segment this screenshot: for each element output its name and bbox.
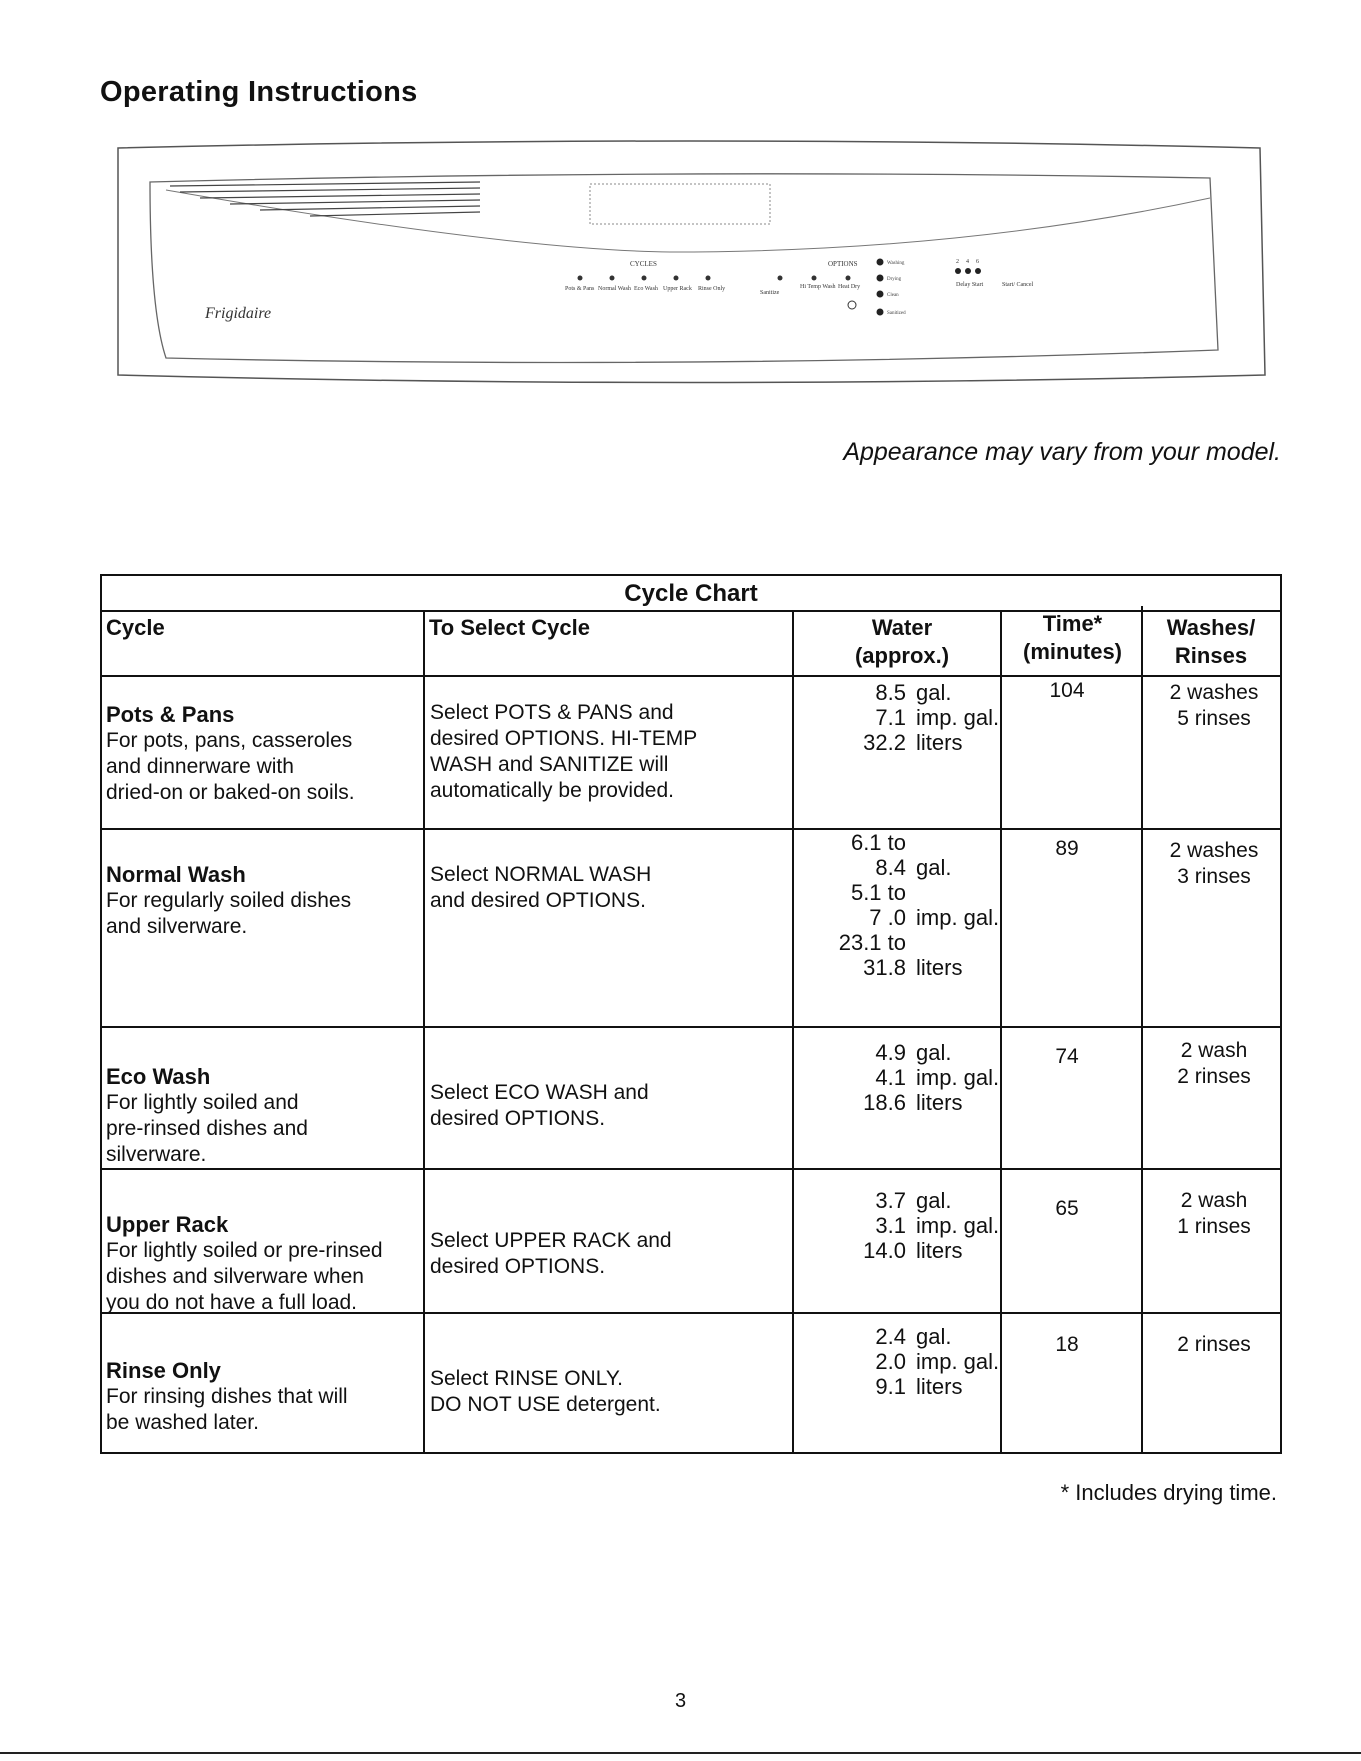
cycle-description: For rinsing dishes that will be washed later.: [106, 1385, 348, 1434]
cycle-cell: [106, 1038, 420, 1168]
water-value: 23.1 to: [838, 930, 906, 955]
select-instructions: Select UPPER RACK and desired OPTIONS.: [430, 1229, 672, 1278]
cycle-button-pots-pans[interactable]: [578, 276, 583, 281]
cycle-button-label: Eco Wash: [634, 286, 658, 292]
status-light-sanitized: [877, 309, 884, 316]
header-cycle: Cycle: [106, 615, 165, 640]
brand-logo: Frigidaire: [205, 305, 272, 322]
time-value: 18: [1055, 1333, 1079, 1356]
cycle-button-label: Pots & Pans: [565, 286, 595, 292]
cycle-description: For regularly soiled dishes and silverware.: [106, 889, 352, 938]
option-button-sanitize[interactable]: [778, 276, 783, 281]
water-unit: liters: [916, 1238, 963, 1263]
cycle-button-normal-wash[interactable]: [610, 276, 615, 281]
header-time: Time* (minutes): [1023, 611, 1122, 664]
water-unit: gal.: [916, 1040, 952, 1065]
appearance-caption: Appearance may vary from your model.: [843, 438, 1281, 466]
water-value: 8.4: [875, 855, 906, 880]
status-light-label: Clean: [887, 293, 899, 298]
select-instructions: Select RINSE ONLY. DO NOT USE detergent.: [430, 1367, 661, 1416]
select-instructions: Select ECO WASH and desired OPTIONS.: [430, 1081, 649, 1130]
status-light-label: Drying: [887, 277, 902, 282]
water-value: 3.7: [875, 1188, 906, 1213]
water-unit: imp. gal.: [916, 905, 1000, 930]
water-amounts: [824, 1188, 999, 1263]
water-value: 9.1: [875, 1374, 906, 1399]
divider: [102, 828, 1280, 830]
washes-value: 2 rinses: [1177, 1333, 1251, 1356]
water-value: 4.9: [875, 1040, 906, 1065]
water-value: 18.6: [863, 1090, 906, 1115]
start-cancel-button[interactable]: Start/ Cancel: [1002, 282, 1034, 288]
cycle-name: Eco Wash: [106, 1064, 211, 1089]
washes-value: 2 washes 3 rinses: [1169, 839, 1259, 888]
option-button-hi-temp[interactable]: [812, 276, 817, 281]
delay-hours-label: 2: [956, 259, 959, 265]
status-light-label: Sanitized: [887, 311, 906, 316]
status-light-washing: [877, 259, 884, 266]
cycle-name: Rinse Only: [106, 1358, 221, 1383]
option-button-label: Hi Temp Wash: [800, 284, 836, 290]
lock-icon: [848, 301, 856, 309]
cycle-description: For pots, pans, casseroles and dinnerware with dried-on or baked-on soils.: [106, 729, 355, 804]
divider: [423, 610, 425, 1454]
delay-hours-label: 6: [976, 259, 979, 265]
cycle-cell: [106, 676, 420, 806]
water-value: 4.1: [875, 1065, 906, 1090]
divider: [102, 1026, 1280, 1028]
water-unit: liters: [916, 1374, 963, 1399]
header-water: Water (approx.): [854, 615, 950, 668]
header-washes: Washes/ Rinses: [1166, 615, 1256, 668]
time-value: 65: [1055, 1197, 1079, 1220]
cycle-description: For lightly soiled or pre-rinsed dishes and silverware when you do not have a full load.: [106, 1239, 383, 1314]
water-amounts: [824, 1324, 999, 1399]
divider: [102, 1168, 1280, 1170]
option-button-label: Sanitize: [760, 290, 780, 296]
water-unit: gal.: [916, 680, 952, 705]
cycle-button-label: Rinse Only: [698, 286, 726, 292]
cycle-button-upper-rack[interactable]: [674, 276, 679, 281]
cycle-button-label: Normal Wash: [598, 286, 631, 292]
cycle-name: Upper Rack: [106, 1212, 229, 1237]
water-unit: liters: [916, 1090, 963, 1115]
cycle-cell: [106, 1332, 420, 1436]
header-select: To Select Cycle: [429, 615, 590, 640]
status-light-drying: [877, 275, 884, 282]
time-value: 89: [1055, 837, 1079, 860]
divider: [1141, 606, 1143, 1454]
option-buttons: [778, 276, 851, 281]
cycles-label: CYCLES: [630, 260, 657, 268]
cycle-buttons: [578, 276, 711, 281]
select-instructions: Select POTS & PANS and desired OPTIONS. HI-TEMP WASH and SANITIZE will automatically be provided.: [430, 701, 698, 802]
delay-hours-label: 4: [966, 259, 969, 265]
water-value: 6.1 to: [850, 830, 906, 855]
washes-value: 2 wash 1 rinses: [1177, 1189, 1251, 1238]
water-unit: imp. gal.: [916, 1065, 1000, 1090]
cycle-button-rinse-only[interactable]: [706, 276, 711, 281]
washes-value: 2 washes 5 rinses: [1169, 681, 1259, 730]
bottom-rule: [0, 1752, 1361, 1754]
water-value: 3.1: [875, 1213, 906, 1238]
cycle-name: Normal Wash: [106, 862, 246, 887]
water-unit: liters: [916, 730, 963, 755]
status-light-label: Washing: [887, 261, 905, 266]
cycle-button-label: Upper Rack: [663, 286, 692, 292]
water-amounts: [824, 1040, 999, 1115]
water-value: 32.2: [863, 730, 906, 755]
water-unit: gal.: [916, 855, 952, 880]
water-value: 5.1 to: [850, 880, 906, 905]
water-amounts: [824, 680, 999, 755]
water-amounts: [824, 830, 999, 980]
delay-light: [955, 268, 961, 274]
delay-light: [975, 268, 981, 274]
water-value: 8.5: [875, 680, 906, 705]
delay-light: [965, 268, 971, 274]
water-unit: liters: [916, 955, 963, 980]
water-unit: imp. gal.: [916, 1213, 1000, 1238]
page-number: 3: [674, 1690, 687, 1712]
cycle-cell: [106, 836, 420, 940]
chart-title: Cycle Chart: [624, 580, 758, 607]
cycle-cell: [106, 1186, 420, 1316]
page-title: Operating Instructions: [100, 76, 418, 108]
options-label: OPTIONS: [828, 260, 858, 268]
water-value: 7.1: [875, 705, 906, 730]
delay-start-button[interactable]: Delay Start: [956, 282, 984, 288]
washes-value: 2 wash 2 rinses: [1177, 1039, 1251, 1088]
select-instructions: Select NORMAL WASH and desired OPTIONS.: [430, 863, 652, 912]
cycle-description: For lightly soiled and pre-rinsed dishes and silverware.: [106, 1091, 308, 1166]
time-value: 104: [1049, 679, 1085, 702]
water-value: 2.0: [875, 1349, 906, 1374]
cycle-chart: [100, 574, 1282, 1454]
cycle-name: Pots & Pans: [106, 702, 235, 727]
time-value: 74: [1055, 1045, 1079, 1068]
divider: [1000, 610, 1002, 1454]
water-unit: imp. gal.: [916, 1349, 1000, 1374]
water-value: 31.8: [863, 955, 906, 980]
water-unit: gal.: [916, 1188, 952, 1213]
water-value: 2.4: [875, 1324, 906, 1349]
cycle-button-eco-wash[interactable]: [642, 276, 647, 281]
option-button-heat-dry[interactable]: [846, 276, 851, 281]
status-light-clean: [877, 291, 884, 298]
water-value: 14.0: [863, 1238, 906, 1263]
water-value: 7 .0: [869, 905, 906, 930]
control-panel-illustration: [110, 140, 1270, 400]
water-unit: gal.: [916, 1324, 952, 1349]
divider: [792, 610, 794, 1454]
footnote: * Includes drying time.: [1060, 1480, 1277, 1505]
option-button-label: Heat Dry: [838, 284, 861, 290]
water-unit: imp. gal.: [916, 705, 1000, 730]
